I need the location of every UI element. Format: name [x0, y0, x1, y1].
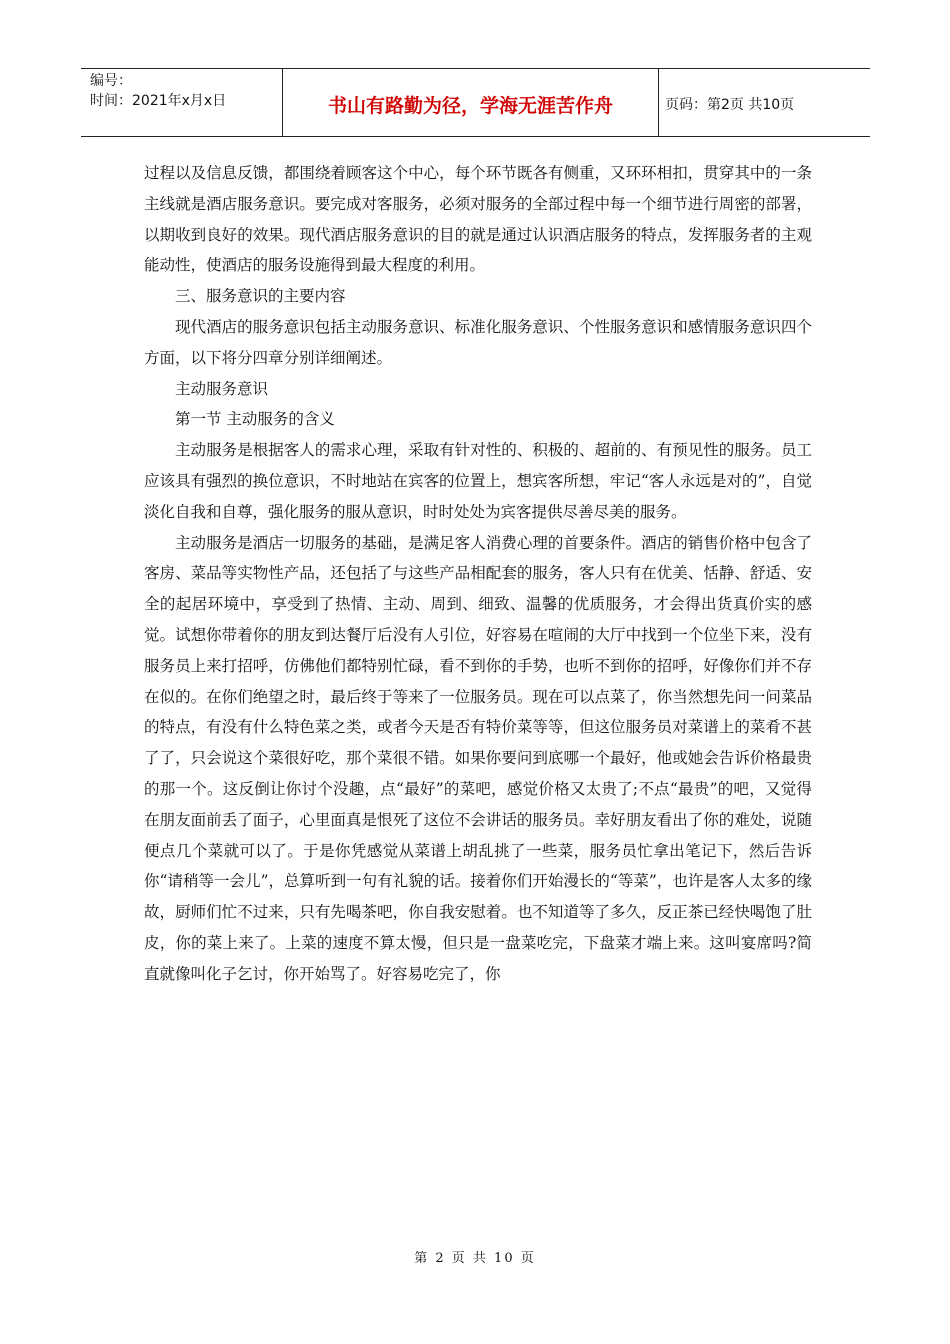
paragraph-continuation: 过程以及信息反馈，都围绕着顾客这个中心，每个环节既各有侧重，又环环相扣，贯穿其中的一条主线就是酒店服务意识。要完成对客服务，必须对服务的全部过程中每一个细节进行周密的部署，以期收到良好的效果。现代酒店服务意识的目的就是通过认识酒店服务的特点，发挥服务者的主观能动性，使酒店的服务设施得到最大程度的利用。	[144, 164, 812, 275]
document-body	[144, 158, 812, 990]
header-page-info: 页码：第2页 共10页	[665, 96, 795, 113]
document-date: 时间：2021年x月x日	[90, 93, 227, 109]
paragraph: 主动服务是酒店一切服务的基础，是满足客人消费心理的首要条件。酒店的销售价格中包含了客房、菜品等实物性产品，还包括了与这些产品相配套的服务，客人只有在优美、恬静、舒适、安全的起居环境中，享受到了热情、主动、周到、细致、温馨的优质服务，才会得出货真价实的感觉。试想你带着你的朋友到达餐厅后没有人引位，好容易在喧闹的大厅中找到一个位坐下来，没有服务员上来打招呼，仿佛他们都特别忙碌，看不到你的手势，也听不到你的招呼，好像你们并不存在似的。在你们绝望之时，最后终于等来了一位服务员。现在可以点菜了，你当然想先问一问菜品的特点，有没有什么特色菜之类，或者今天是否有特价菜等等，但这位服务员对菜谱上的菜肴不甚了了，只会说这个菜很好吃，那个菜很不错。如果你要问到底哪一个最好，他或她会告诉价格最贵的那一个。这反倒让你讨个没趣，点“最好”的菜吧，感觉价格又太贵了;不点“最贵”的吧，又觉得在朋友面前丢了面子，心里面真是恨死了这位不会讲话的服务员。幸好朋友看出了你的难处，说随便点几个菜就可以了。于是你凭感觉从菜谱上胡乱挑了一些菜，服务员忙拿出笔记下，然后告诉你“请稍等一会儿”，总算听到一句有礼貌的话。接着你们开始漫长的“等菜”，也许是客人太多的缘故，厨师们忙不过来，只有先喝茶吧，你自我安慰着。也不知道等了多久，反正茶已经快喝饱了肚皮，你的菜上来了。上菜的速度不算太慢，但只是一盘菜吃完，下盘菜才端上来。这叫宴席吗?简直就像叫化子乞讨，你开始骂了。好容易吃完了，你	[144, 533, 812, 983]
page-footer: 第 2 页 共 10 页	[414, 1251, 536, 1266]
section-heading: 三、服务意识的主要内容	[175, 287, 346, 306]
header-motto: 书山有路勤为径，学海无涯苦作舟	[283, 69, 659, 136]
document-number-label: 编号：	[90, 73, 132, 89]
chapter-heading: 主动服务意识	[175, 379, 269, 398]
paragraph: 现代酒店的服务意识包括主动服务意识、标准化服务意识、个性服务意识和感情服务意识四个方面，以下将分四章分别详细阐述。	[144, 317, 812, 367]
header-meta-cell	[81, 69, 283, 136]
paragraph: 主动服务是根据客人的需求心理，采取有针对性的、积极的、超前的、有预见性的服务。员工应该具有强烈的换位意识，不时地站在宾客的位置上，想宾客所想，牢记“客人永远是对的”，自觉淡化自我和自尊，强化服务的服从意识，时时处处为宾客提供尽善尽美的服务。	[144, 441, 812, 521]
header-table	[81, 68, 870, 137]
subsection-heading: 第一节 主动服务的含义	[175, 410, 335, 429]
